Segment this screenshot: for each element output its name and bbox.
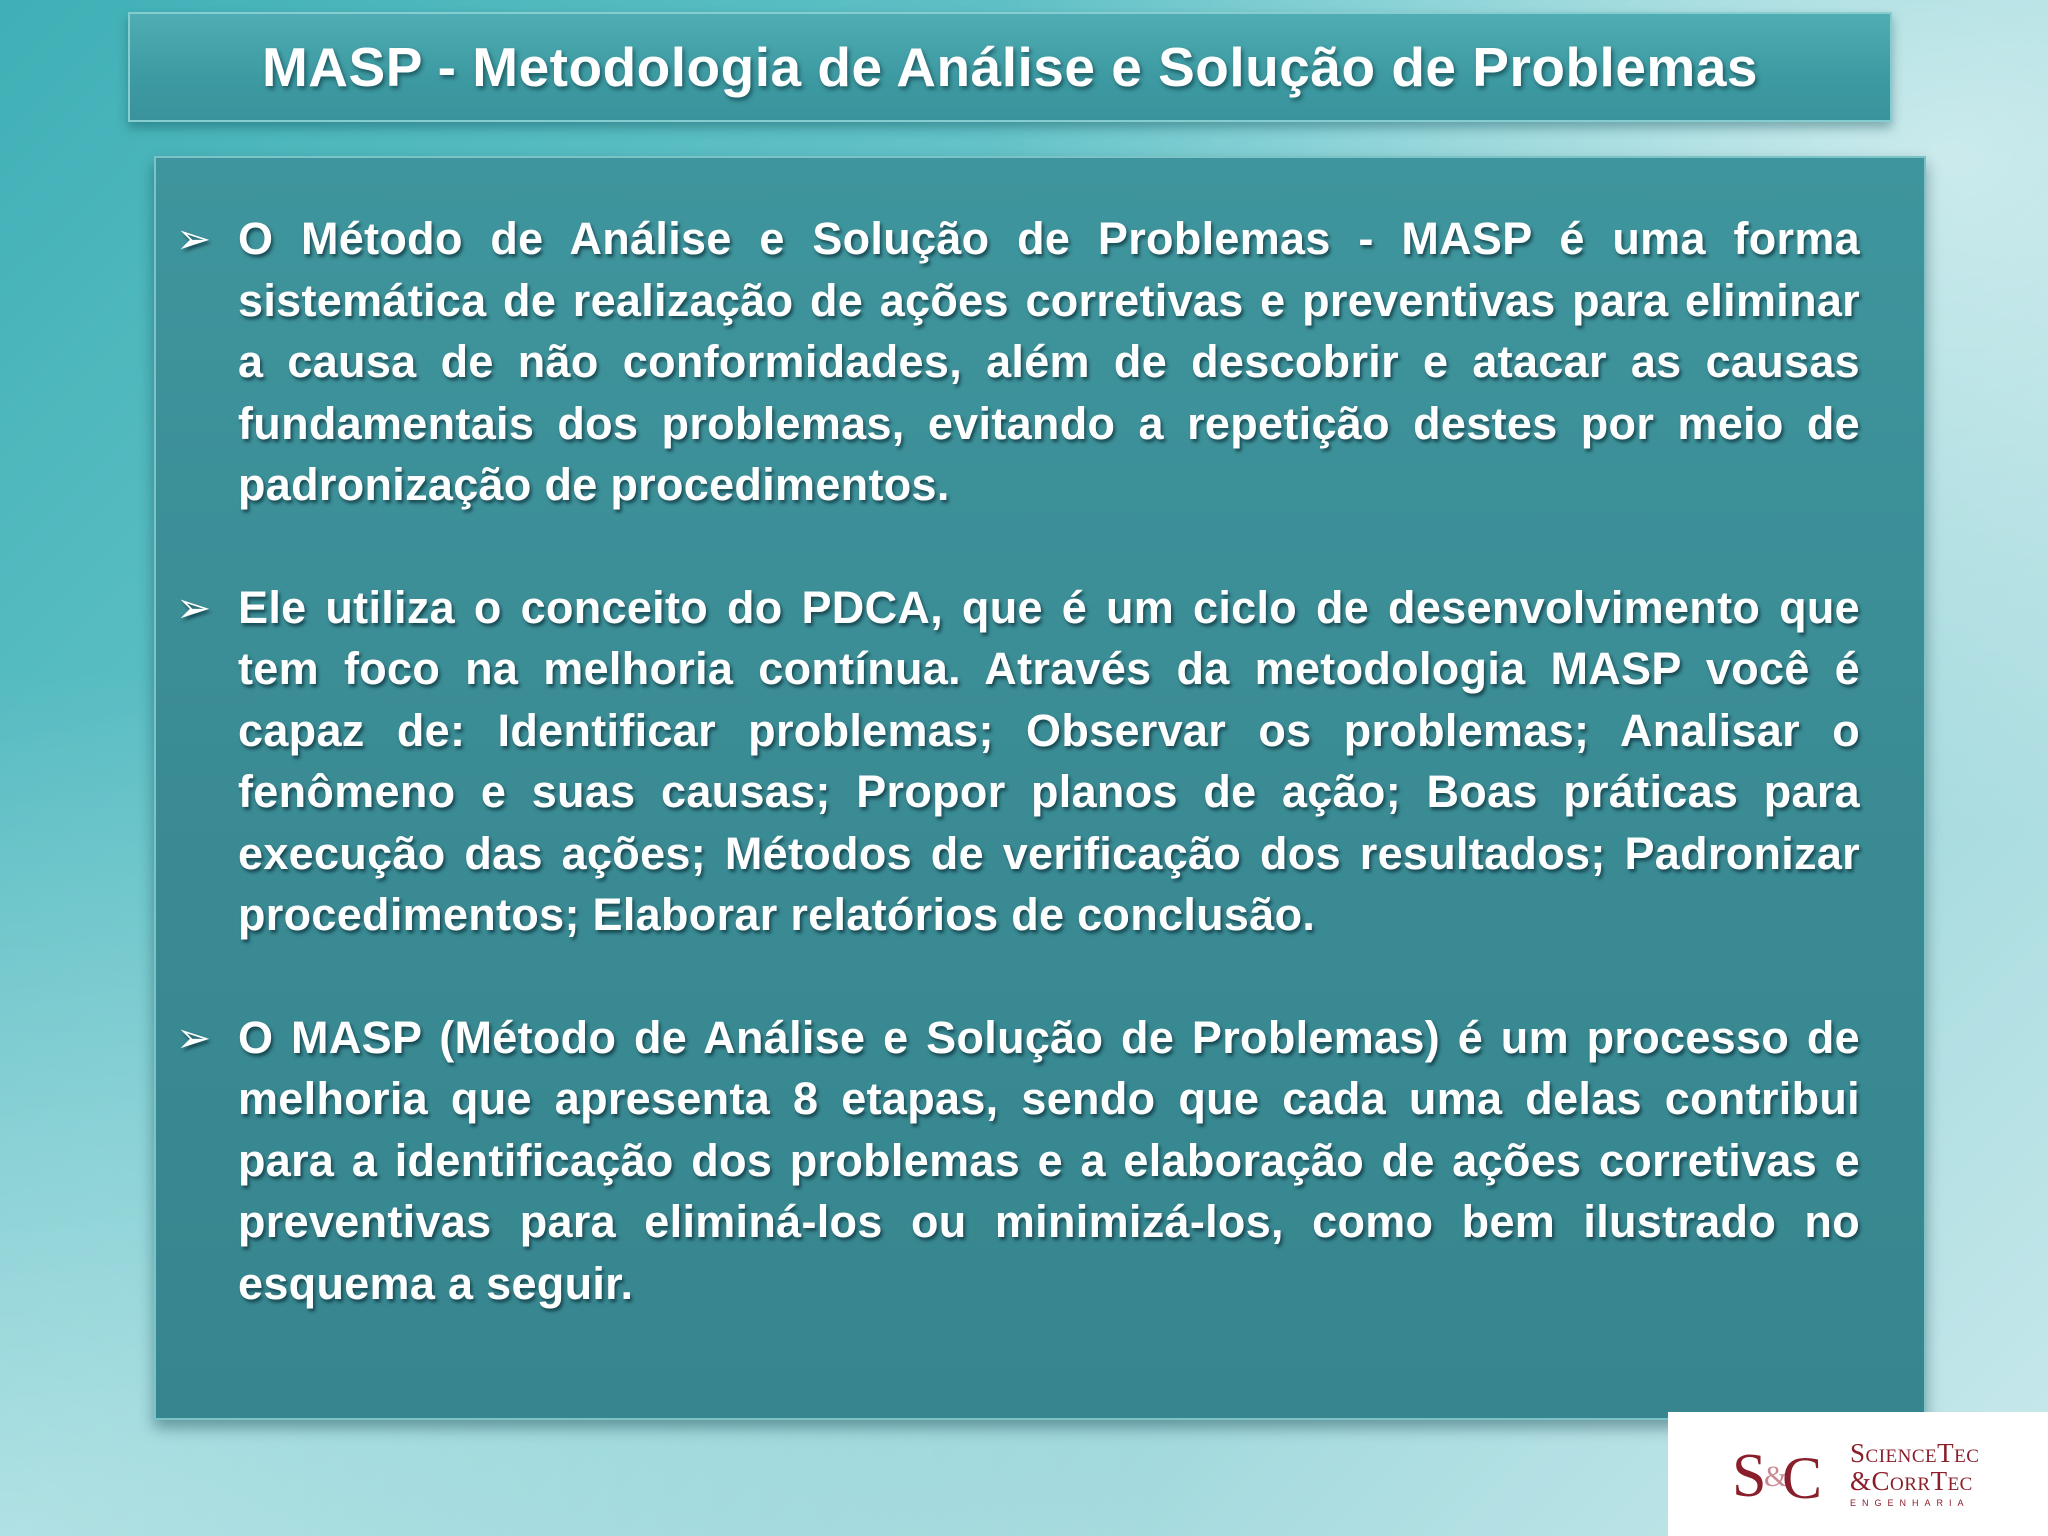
content-box — [154, 156, 1926, 1420]
arrow-bullet-icon: ➢ — [176, 1012, 212, 1062]
logo-wordmark — [1850, 1439, 1979, 1509]
svg-text:&: & — [1764, 1460, 1788, 1493]
arrow-bullet-icon: ➢ — [176, 582, 212, 632]
bullet-text: O MASP (Método de Análise e Solução de Problemas) é um processo de melhoria que apresenta 8 etapas, sendo que cada uma delas contribui para a identificação dos problemas e a elaboração de ações corretivas e preventivas para eliminá-los ou minimizá-los, como bem ilustrado no esquema a seguir. — [238, 1011, 1860, 1309]
svg-text:S: S — [1732, 1442, 1767, 1510]
logo-line-1: ScienceTec — [1850, 1438, 1980, 1468]
bullet-text: Ele utiliza o conceito do PDCA, que é um ciclo de desenvolvimento que tem foco na melhoria contínua. Através da metodologia MASP você é capaz de: Identificar problemas; Observar os problemas; Analisar o fenômeno e suas causas; Propor planos de ação; Boas práticas para execução das ações; Métodos de verificação dos resultados; Padronizar procedimentos; Elaborar relatórios de conclusão. — [238, 581, 1860, 940]
svg-text:C: C — [1782, 1445, 1823, 1511]
bullet-item — [176, 1007, 1860, 1315]
logo-line-2: &CorrTec — [1850, 1466, 1973, 1496]
sc-logo-mark-icon — [1730, 1434, 1840, 1514]
bullet-item — [176, 208, 1860, 516]
title-bar — [128, 12, 1892, 122]
logo-tagline: ENGENHARIA — [1850, 1498, 1970, 1508]
arrow-bullet-icon: ➢ — [176, 214, 212, 263]
company-logo — [1668, 1412, 2048, 1536]
bullet-item — [176, 577, 1860, 946]
bullet-text: O Método de Análise e Solução de Problemas - MASP é uma forma sistemática de realização de ações corretivas e preventivas para eliminar a causa de não conformidades, além de descobrir e atacar as causas fundamentais dos problemas, evitando a repetição destes por meio de padronização de procedimentos. — [238, 213, 1860, 510]
slide-title: MASP - Metodologia de Análise e Solução de Problemas — [261, 36, 1759, 98]
